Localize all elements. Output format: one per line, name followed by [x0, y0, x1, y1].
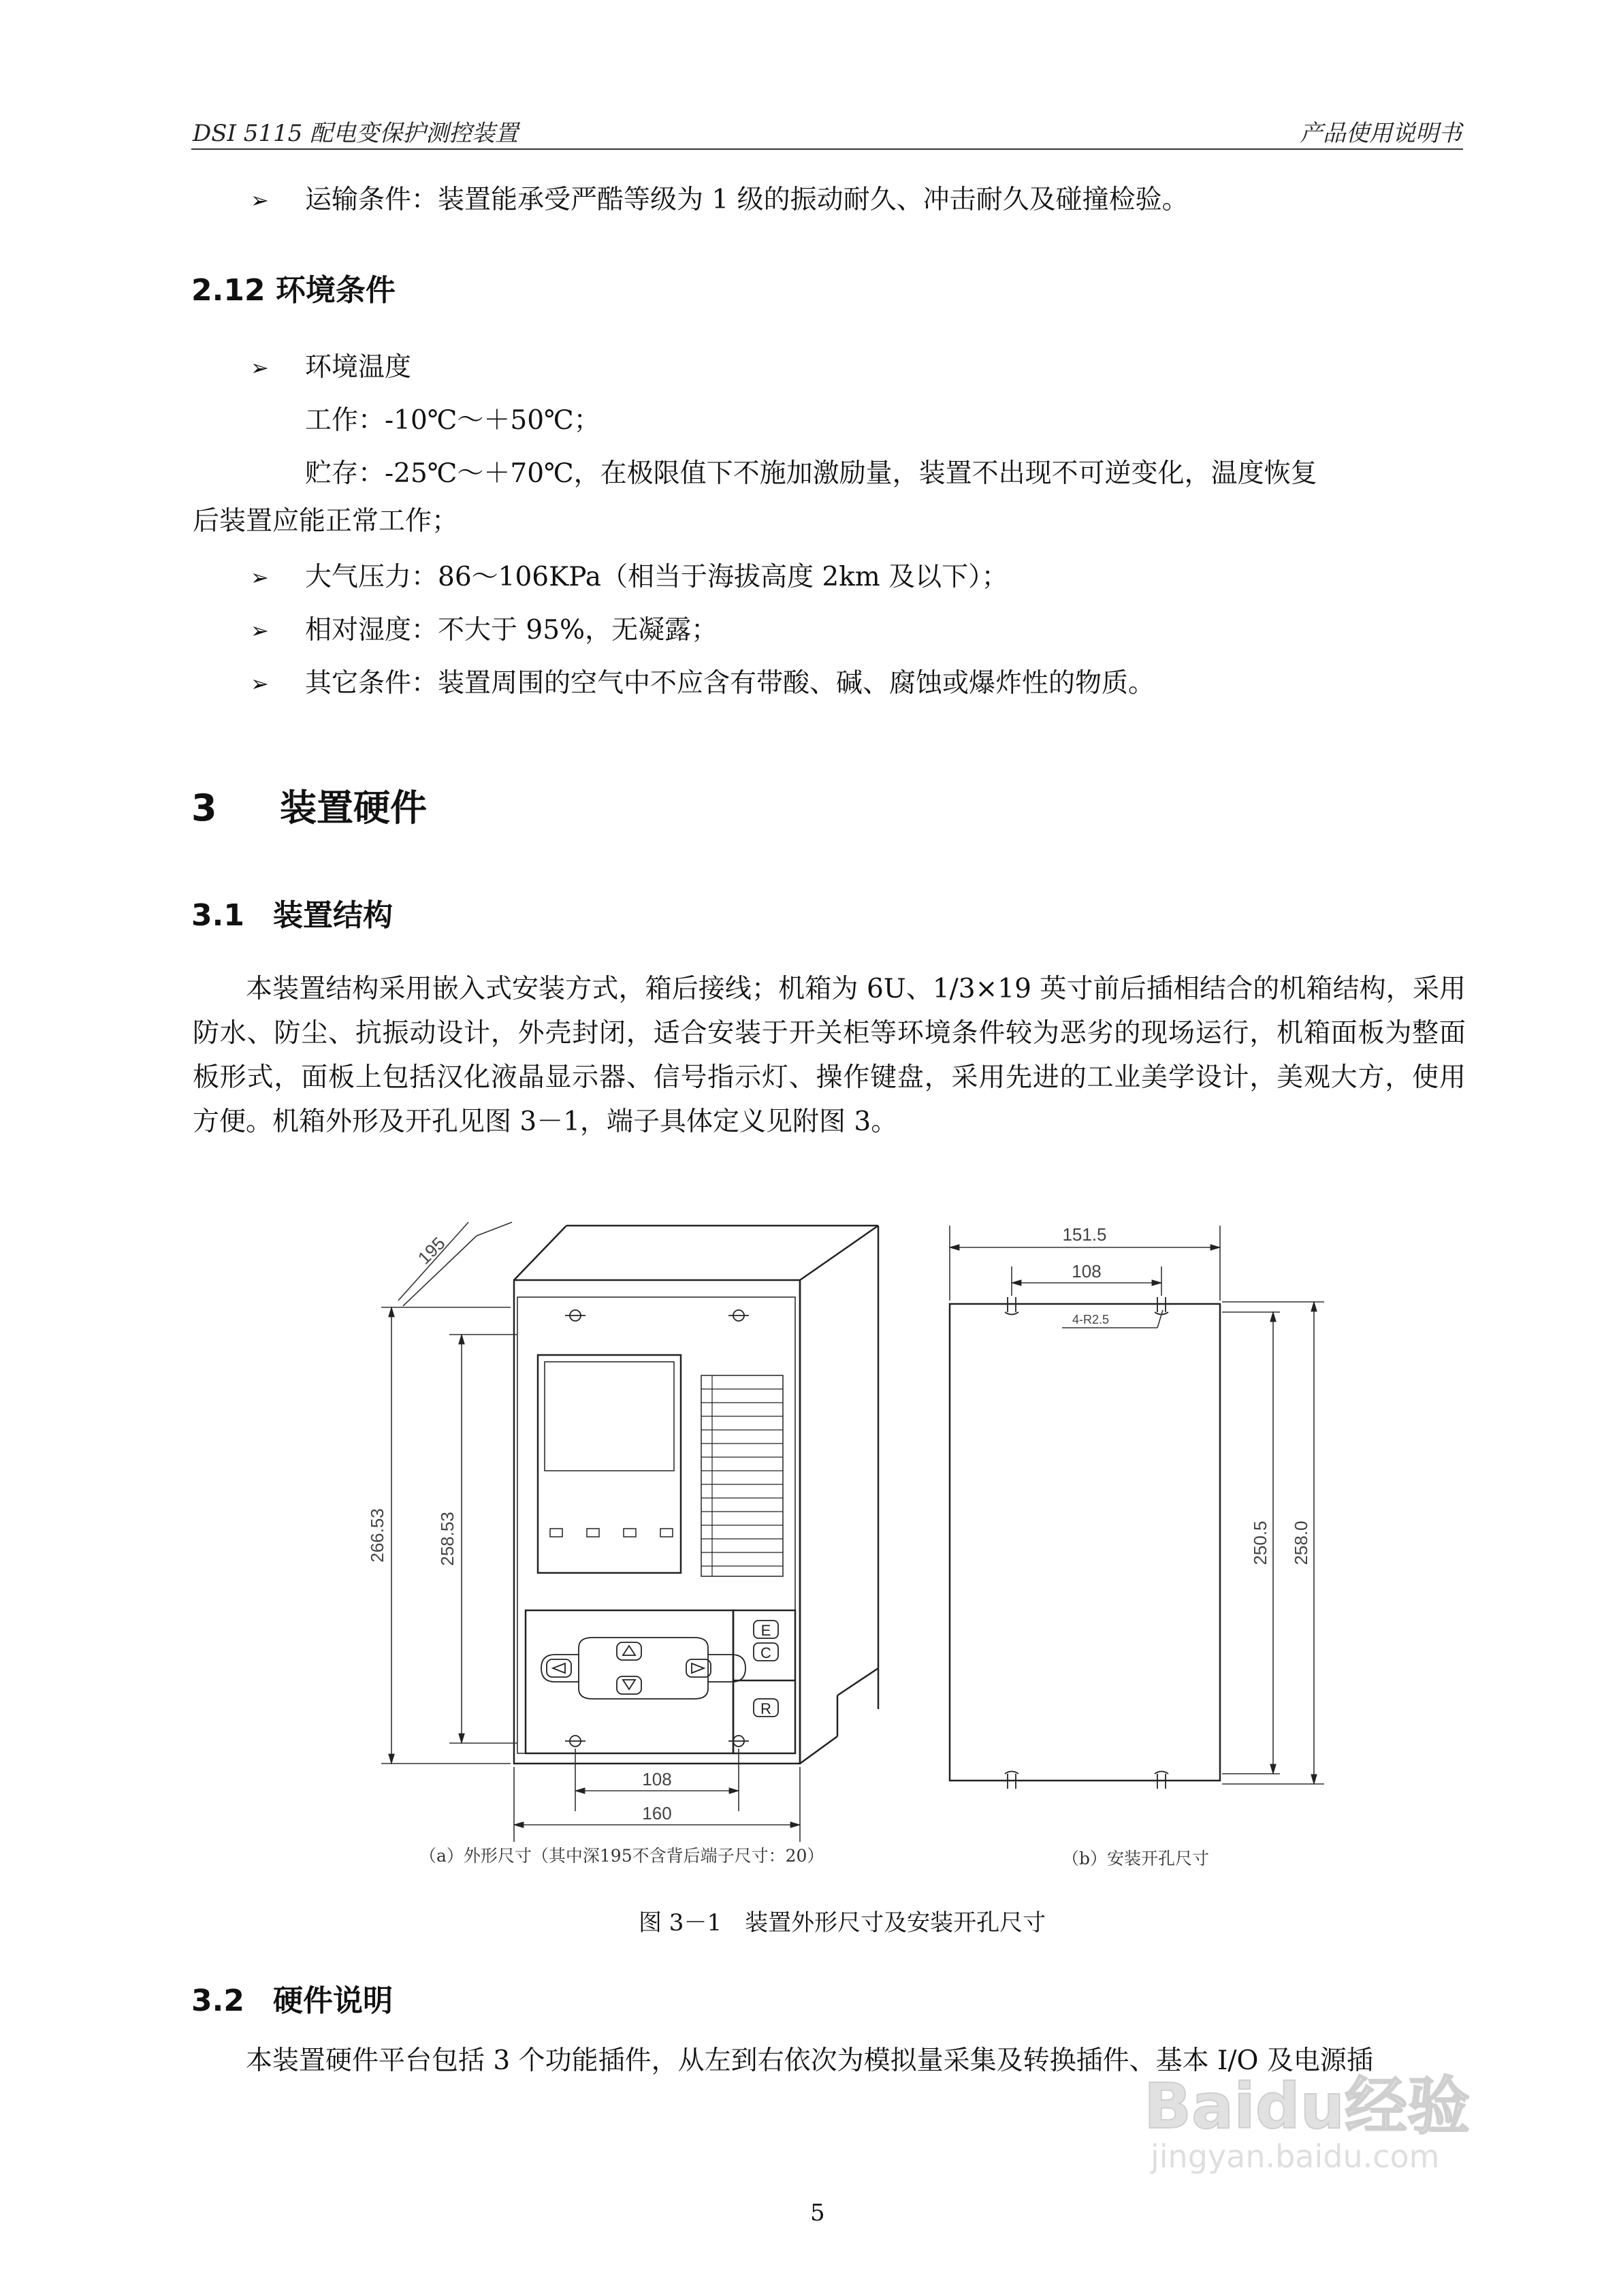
- dim-cut-holes: 108: [1072, 1261, 1102, 1281]
- bullet-humidity: 相对湿度：不大于 95%，无凝露；: [305, 615, 718, 645]
- right-arrow-key-icon: [686, 1659, 711, 1677]
- caption-a: （a）外形尺寸（其中深195不含背后端子尺寸：20）: [419, 1846, 824, 1866]
- watermark-logo: Baidu经验: [1144, 2070, 1471, 2143]
- section-number: 3.1: [191, 898, 244, 933]
- dim-cut-width: 151.5: [1062, 1224, 1107, 1245]
- header-doc-type: 产品使用说明书: [1300, 120, 1462, 147]
- left-arrow-key-icon: [547, 1659, 571, 1677]
- section-3-2-paragraph: 本装置硬件平台包括 3 个功能插件，从左到右依次为模拟量采集及转换插件、基本 I/O 及电源插: [246, 2045, 1373, 2076]
- signal-lights: [701, 1375, 783, 1576]
- section-title: 装置结构: [273, 898, 393, 933]
- figure-caption: 图 3－1 装置外形尺寸及安装开孔尺寸: [639, 1909, 1046, 1936]
- dim-holes-width: 108: [642, 1769, 672, 1789]
- section-number: 3.2: [191, 1983, 244, 2018]
- dim-cut-height-outer: 258.0: [1291, 1520, 1311, 1565]
- bullet-transport: 运输条件：装置能承受严酷等级为 1 级的振动耐久、冲击耐久及碰撞检验。: [305, 185, 1189, 215]
- dim-cut-height-inner: 250.5: [1250, 1520, 1270, 1565]
- dim-total-width: 160: [642, 1803, 672, 1823]
- bullet-arrow-icon: ➢: [251, 618, 269, 643]
- signal-light-panel: [701, 1375, 783, 1576]
- page-number: 5: [810, 2199, 825, 2227]
- temp-working: 工作：-10℃～＋50℃；: [305, 405, 600, 436]
- cutout-drawing: [950, 1304, 1220, 1781]
- cutout-holes: [1005, 1297, 1168, 1789]
- temp-storage-line2: 后装置应能正常工作；: [193, 506, 459, 537]
- section-3-2-heading: [191, 1976, 393, 2020]
- bullet-arrow-icon: ➢: [251, 187, 269, 213]
- front-panel: [514, 1280, 800, 1764]
- caption-b: （b）安装开孔尺寸: [1062, 1849, 1210, 1868]
- chapter-number: 3: [191, 786, 217, 829]
- bullet-arrow-icon: ➢: [251, 355, 269, 381]
- bullet-pressure: 大气压力：86～106KPa（相当于海拔高度 2km 及以下）；: [305, 562, 1008, 592]
- down-arrow-key-icon: [617, 1676, 641, 1694]
- navigation-keys: [547, 1642, 711, 1694]
- key-c-label: C: [760, 1644, 771, 1661]
- section-title: 环境条件: [275, 273, 396, 308]
- header-doc-title: DSI 5115 配电变保护测控装置: [193, 120, 519, 147]
- bullet-arrow-icon: ➢: [251, 671, 269, 697]
- dim-cut-radius: 4-R2.5: [1072, 1313, 1110, 1326]
- dim-height-outer: 266.53: [367, 1508, 387, 1563]
- dim-depth: 195: [413, 1232, 449, 1269]
- chapter-title: 装置硬件: [280, 786, 427, 829]
- temp-storage-line1: 贮存：-25℃～＋70℃，在极限值下不施加激励量，装置不出现不可逆变化，温度恢复: [305, 458, 1317, 489]
- section-number: 2.12: [191, 273, 266, 308]
- bullet-other: 其它条件：装置周围的空气中不应含有带酸、碱、腐蚀或爆炸性的物质。: [305, 668, 1155, 699]
- cutout-rectangle: [950, 1304, 1220, 1781]
- indicator-leds: [550, 1529, 673, 1537]
- bullet-arrow-icon: ➢: [251, 564, 269, 590]
- outline-drawing: [514, 1226, 878, 1764]
- key-e-label: E: [760, 1622, 771, 1639]
- bullet-env-temp: 环境温度: [305, 352, 412, 383]
- watermark-url: jingyan.baidu.com: [1151, 2138, 1440, 2175]
- baidu-watermark: [1123, 2056, 1545, 2193]
- section-3-1-paragraph: 本装置结构采用嵌入式安装方式，箱后接线；机箱为 6U、1/3×19 英寸前后插相结合的机箱结构，采用防水、防尘、抗振动设计，外壳封闭，适合安装于开关柜等环境条件较为恶劣的现场运行，机箱面板为整面板形式，面板上包括汉化液晶显示器、信号指示灯、操作键盘，采用先进的工业美学设计，美观大方，使用方便。机箱外形及开孔见图 3－1，端子具体定义见附图 3。: [193, 974, 1466, 1137]
- key-r-label: R: [760, 1700, 771, 1717]
- cutout-dimension-lines: [950, 1226, 1324, 1784]
- section-title: 硬件说明: [273, 1983, 393, 2018]
- lcd-screen: [538, 1355, 681, 1573]
- up-arrow-key-icon: [617, 1642, 641, 1660]
- dim-height-inner: 258.53: [437, 1512, 458, 1566]
